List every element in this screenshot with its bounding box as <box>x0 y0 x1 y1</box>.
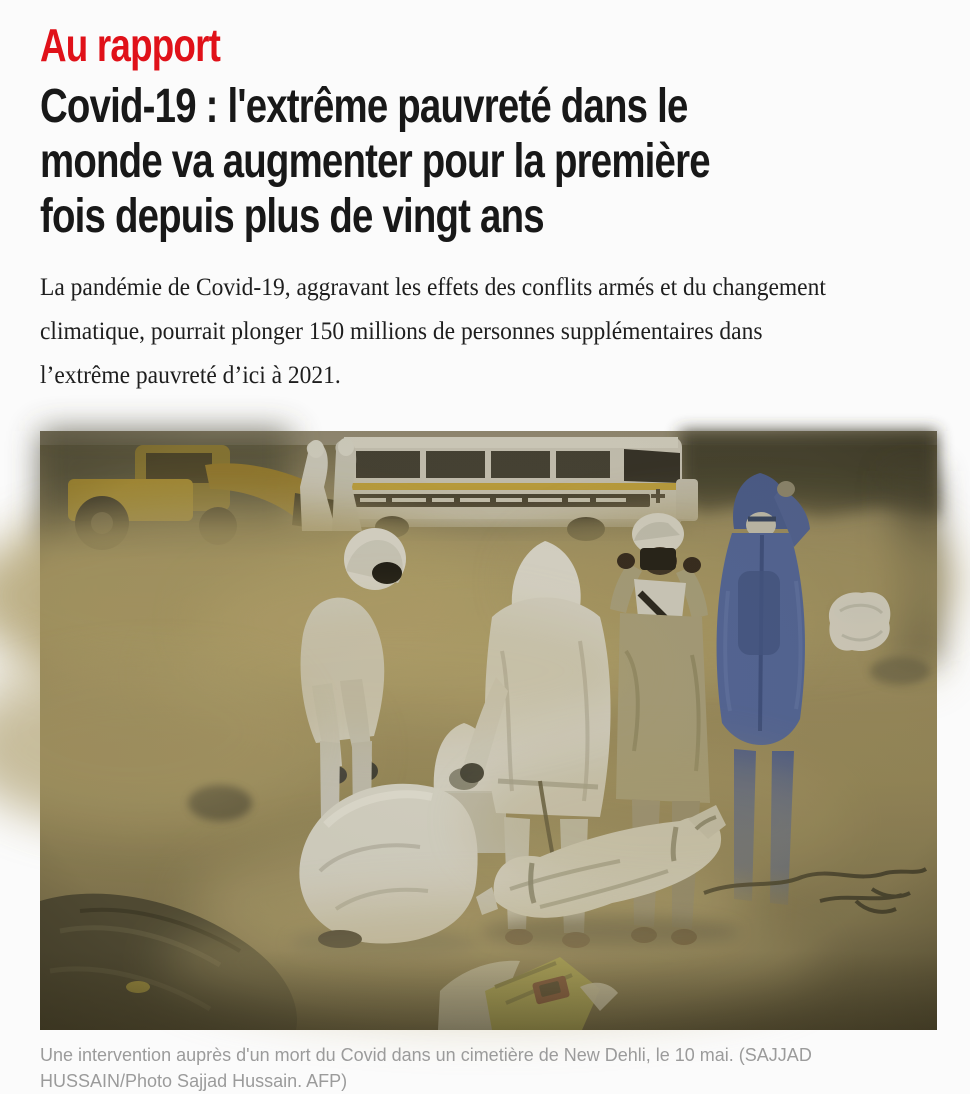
standfirst-line-2: climatique, pourrait plonger 150 millions de personnes supplémentaires dans <box>40 318 763 346</box>
headline-line-3: fois depuis plus de vingt ans <box>40 190 544 244</box>
headline-line-2: monde va augmenter pour la première <box>40 135 710 189</box>
photo-illustration <box>40 431 937 1030</box>
article-headline <box>40 79 930 244</box>
standfirst-line-3: l’extrême pauvreté d’ici à 2021. <box>40 362 341 390</box>
photo-vignette <box>40 431 937 1030</box>
caption-line-1: Une intervention auprès d'un mort du Covid dans un cimetière de New Dehli, le 10 mai. (SAJJAD <box>40 1045 812 1066</box>
caption-line-2: HUSSAIN/Photo Sajjad Hussain. AFP) <box>40 1071 348 1092</box>
standfirst-line-1: La pandémie de Covid-19, aggravant les effets des conflits armés et du changement <box>40 274 826 302</box>
article-standfirst <box>40 266 930 398</box>
headline-line-1: Covid-19 : l'extrême pauvreté dans le <box>40 80 688 134</box>
photo-caption <box>40 1042 930 1094</box>
category-link[interactable]: Au rapport <box>40 19 221 71</box>
article-photo <box>40 431 937 1030</box>
